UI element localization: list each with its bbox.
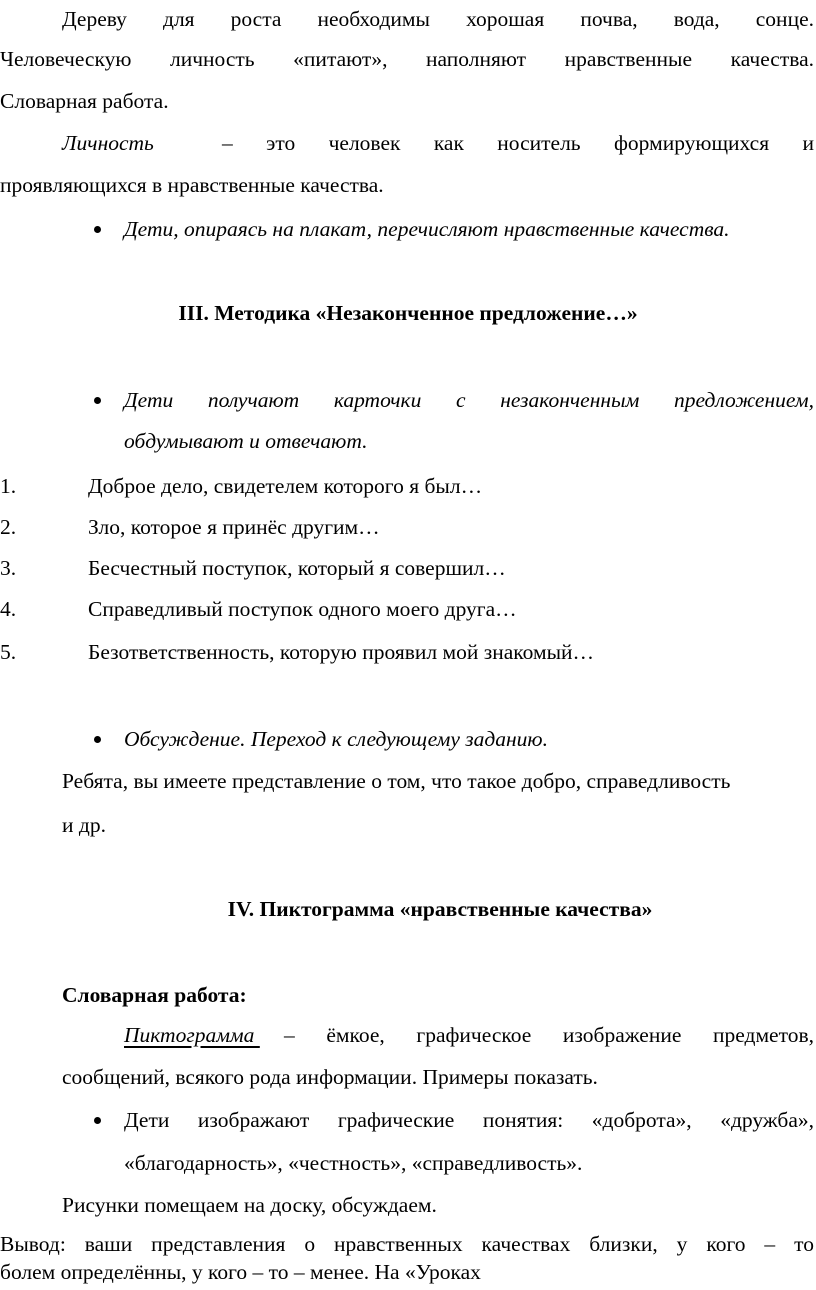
list-item-number: 1. (0, 474, 17, 498)
list-item-number: 2. (0, 515, 17, 539)
bullet-icon (94, 1117, 101, 1124)
bullet-icon (94, 397, 101, 404)
bullet-icon (94, 226, 101, 233)
definition-line-2: проявляющихся в нравственные качества. (0, 173, 384, 197)
list-item: Справедливый поступок одного моего друга… (88, 597, 517, 621)
section-3-text-line-1: Ребята, вы имеете представление о том, что такое добро, справедливость (62, 769, 731, 793)
intro-line-3: Словарная работа. (0, 89, 169, 113)
definition-term: Личность (62, 131, 154, 155)
bullet-text-posters: Дети, опираясь на плакат, перечисляют нравственные качества. (124, 217, 730, 241)
pictogram-definition-text: – ёмкое, графическое изображение предметов, (284, 1023, 814, 1047)
list-item: Бесчестный поступок, который я совершил… (88, 556, 506, 580)
bullet-text-cards-1: Дети получают карточки с незаконченным предложением, (124, 388, 814, 412)
bullet-icon (94, 736, 101, 743)
list-item: Безответственность, которую проявил мой знакомый… (88, 640, 595, 664)
pictogram-term: Пиктограмма (124, 1023, 260, 1047)
conclusion-line-2: болем определённы, у кого – то – менее. На «Уроках (0, 1260, 481, 1284)
list-item-number: 4. (0, 597, 17, 621)
bullet-text-concepts-1: Дети изображают графические понятия: «доброта», «дружба», (124, 1108, 814, 1132)
bullet-text-discussion: Обсуждение. Переход к следующему заданию. (124, 727, 548, 751)
section-3-heading: III. Методика «Незаконченное предложение…» (178, 301, 638, 325)
vocabulary-heading: Словарная работа: (62, 983, 247, 1007)
pictogram-definition-line-1 (124, 1020, 814, 1050)
intro-line-2: Человеческую личность «питают», наполняют нравственные качества. (0, 47, 814, 71)
list-item-number: 5. (0, 640, 17, 664)
section-4-heading: IV. Пиктограмма «нравственные качества» (227, 897, 653, 921)
intro-line-1: Дереву для роста необходимы хорошая почва, вода, сонце. (62, 7, 814, 31)
pictogram-definition-line-2: сообщений, всякого рода информации. Примеры показать. (62, 1065, 598, 1089)
definition-text: – это человек как носитель формирующихся и (222, 131, 814, 155)
list-item: Доброе дело, свидетелем которого я был… (88, 474, 483, 498)
pictures-text: Рисунки помещаем на доску, обсуждаем. (62, 1193, 437, 1217)
conclusion-line-1: Вывод: ваши представления о нравственных качествах близки, у кого – то (0, 1232, 814, 1256)
section-3-text-line-2: и др. (62, 813, 106, 837)
list-item: Зло, которое я принёс другим… (88, 515, 380, 539)
bullet-text-concepts-2: «благодарность», «честность», «справедливость». (124, 1151, 583, 1175)
bullet-text-cards-2: обдумывают и отвечают. (124, 429, 368, 453)
definition-line-1 (62, 128, 814, 158)
list-item-number: 3. (0, 556, 17, 580)
